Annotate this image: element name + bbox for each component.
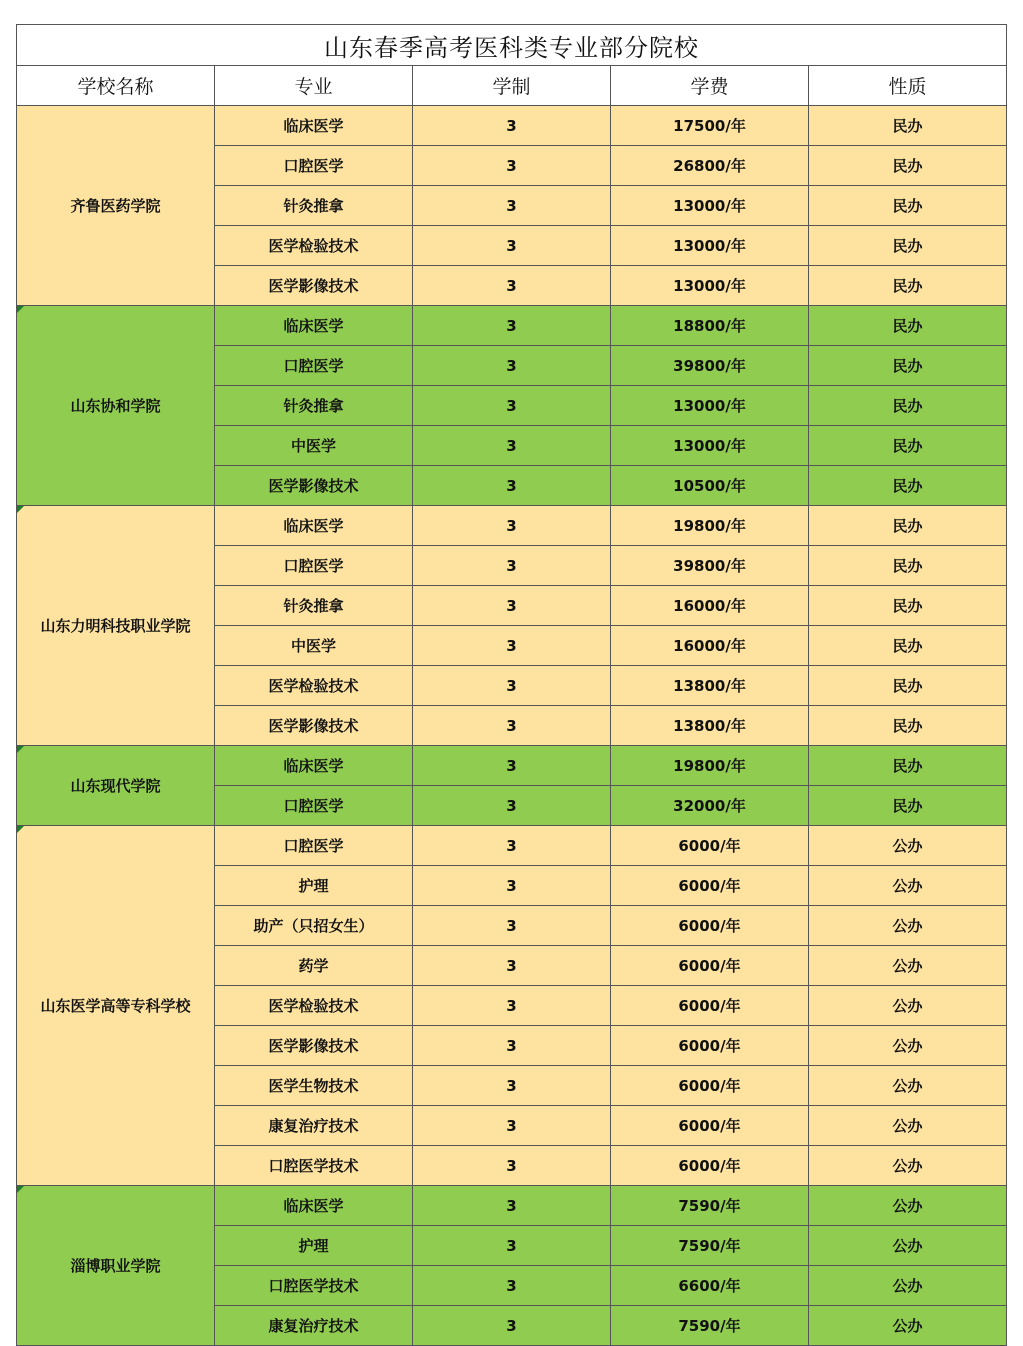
major-cell: 口腔医学技术 [215, 1266, 413, 1306]
major-cell: 医学生物技术 [215, 1066, 413, 1106]
school-name-cell [17, 826, 215, 1186]
major-cell: 口腔医学 [215, 146, 413, 186]
header-school: 学校名称 [17, 66, 215, 106]
tuition-cell: 6000/年 [611, 946, 809, 986]
duration-cell: 3 [413, 666, 611, 706]
duration-cell: 3 [413, 1106, 611, 1146]
major-cell: 护理 [215, 1226, 413, 1266]
duration-cell: 3 [413, 106, 611, 146]
nature-cell: 民办 [809, 586, 1007, 626]
nature-cell: 公办 [809, 946, 1007, 986]
major-cell: 针灸推拿 [215, 186, 413, 226]
nature-cell: 公办 [809, 826, 1007, 866]
duration-cell: 3 [413, 706, 611, 746]
major-cell: 临床医学 [215, 106, 413, 146]
nature-cell: 公办 [809, 906, 1007, 946]
school-name: 山东力明科技职业学院 [40, 617, 191, 635]
tuition-cell: 6600/年 [611, 1266, 809, 1306]
tuition-cell: 19800/年 [611, 506, 809, 546]
nature-cell: 公办 [809, 1186, 1007, 1226]
major-cell: 护理 [215, 866, 413, 906]
major-cell: 口腔医学 [215, 546, 413, 586]
table-row [17, 306, 1007, 346]
tuition-cell: 17500/年 [611, 106, 809, 146]
nature-cell: 公办 [809, 1266, 1007, 1306]
duration-cell: 3 [413, 1026, 611, 1066]
duration-cell: 3 [413, 426, 611, 466]
nature-cell: 民办 [809, 186, 1007, 226]
school-name-cell [17, 746, 215, 826]
table-row [17, 826, 1007, 866]
duration-cell: 3 [413, 746, 611, 786]
nature-cell: 民办 [809, 306, 1007, 346]
duration-cell: 3 [413, 946, 611, 986]
tuition-cell: 13800/年 [611, 706, 809, 746]
duration-cell: 3 [413, 466, 611, 506]
tuition-cell: 19800/年 [611, 746, 809, 786]
nature-cell: 民办 [809, 506, 1007, 546]
nature-cell: 民办 [809, 386, 1007, 426]
tuition-cell: 7590/年 [611, 1306, 809, 1346]
nature-cell: 民办 [809, 786, 1007, 826]
table-row [17, 746, 1007, 786]
tuition-cell: 6000/年 [611, 826, 809, 866]
header-duration: 学制 [413, 66, 611, 106]
school-name: 山东协和学院 [70, 397, 161, 415]
college-table [16, 24, 1007, 1346]
duration-cell: 3 [413, 1066, 611, 1106]
major-cell: 医学影像技术 [215, 706, 413, 746]
major-cell: 中医学 [215, 626, 413, 666]
tuition-cell: 13000/年 [611, 426, 809, 466]
nature-cell: 民办 [809, 546, 1007, 586]
major-cell: 临床医学 [215, 1186, 413, 1226]
tuition-cell: 13000/年 [611, 386, 809, 426]
nature-cell: 民办 [809, 666, 1007, 706]
nature-cell: 民办 [809, 146, 1007, 186]
nature-cell: 公办 [809, 1066, 1007, 1106]
duration-cell: 3 [413, 826, 611, 866]
tuition-cell: 13000/年 [611, 266, 809, 306]
major-cell: 医学影像技术 [215, 466, 413, 506]
nature-cell: 民办 [809, 746, 1007, 786]
nature-cell: 公办 [809, 1146, 1007, 1186]
tuition-cell: 7590/年 [611, 1226, 809, 1266]
major-cell: 临床医学 [215, 506, 413, 546]
tuition-cell: 6000/年 [611, 906, 809, 946]
school-name: 山东医学高等专科学校 [40, 997, 191, 1015]
major-cell: 医学检验技术 [215, 226, 413, 266]
duration-cell: 3 [413, 306, 611, 346]
tuition-cell: 18800/年 [611, 306, 809, 346]
spreadsheet-table [16, 24, 1006, 1346]
duration-cell: 3 [413, 146, 611, 186]
major-cell: 药学 [215, 946, 413, 986]
major-cell: 医学影像技术 [215, 266, 413, 306]
table-row [17, 506, 1007, 546]
school-name-cell [17, 1186, 215, 1346]
major-cell: 口腔医学 [215, 826, 413, 866]
duration-cell: 3 [413, 1186, 611, 1226]
nature-cell: 公办 [809, 986, 1007, 1026]
nature-cell: 公办 [809, 1106, 1007, 1146]
major-cell: 临床医学 [215, 306, 413, 346]
major-cell: 口腔医学 [215, 346, 413, 386]
duration-cell: 3 [413, 586, 611, 626]
tuition-cell: 32000/年 [611, 786, 809, 826]
duration-cell: 3 [413, 906, 611, 946]
nature-cell: 民办 [809, 226, 1007, 266]
table-body [17, 106, 1007, 1346]
major-cell: 助产（只招女生） [215, 906, 413, 946]
duration-cell: 3 [413, 506, 611, 546]
major-cell: 中医学 [215, 426, 413, 466]
tuition-cell: 39800/年 [611, 546, 809, 586]
duration-cell: 3 [413, 786, 611, 826]
duration-cell: 3 [413, 346, 611, 386]
nature-cell: 公办 [809, 1226, 1007, 1266]
nature-cell: 民办 [809, 266, 1007, 306]
duration-cell: 3 [413, 1146, 611, 1186]
tuition-cell: 7590/年 [611, 1186, 809, 1226]
nature-cell: 民办 [809, 426, 1007, 466]
major-cell: 医学检验技术 [215, 666, 413, 706]
tuition-cell: 16000/年 [611, 586, 809, 626]
tuition-cell: 13000/年 [611, 186, 809, 226]
nature-cell: 民办 [809, 626, 1007, 666]
school-name: 山东现代学院 [70, 777, 161, 795]
major-cell: 临床医学 [215, 746, 413, 786]
nature-cell: 公办 [809, 866, 1007, 906]
school-name-cell [17, 306, 215, 506]
nature-cell: 民办 [809, 346, 1007, 386]
duration-cell: 3 [413, 186, 611, 226]
major-cell: 口腔医学 [215, 786, 413, 826]
duration-cell: 3 [413, 386, 611, 426]
major-cell: 口腔医学技术 [215, 1146, 413, 1186]
tuition-cell: 6000/年 [611, 1146, 809, 1186]
school-name-cell [17, 506, 215, 746]
duration-cell: 3 [413, 266, 611, 306]
duration-cell: 3 [413, 1266, 611, 1306]
table-row [17, 1186, 1007, 1226]
table-title: 山东春季高考医科类专业部分院校 [17, 25, 1007, 66]
major-cell: 针灸推拿 [215, 586, 413, 626]
tuition-cell: 10500/年 [611, 466, 809, 506]
duration-cell: 3 [413, 226, 611, 266]
nature-cell: 公办 [809, 1306, 1007, 1346]
school-name: 齐鲁医药学院 [70, 197, 161, 215]
major-cell: 康复治疗技术 [215, 1106, 413, 1146]
table-row [17, 106, 1007, 146]
duration-cell: 3 [413, 986, 611, 1026]
tuition-cell: 6000/年 [611, 866, 809, 906]
tuition-cell: 6000/年 [611, 1106, 809, 1146]
major-cell: 针灸推拿 [215, 386, 413, 426]
tuition-cell: 6000/年 [611, 1026, 809, 1066]
duration-cell: 3 [413, 1226, 611, 1266]
header-nature: 性质 [809, 66, 1007, 106]
header-major: 专业 [215, 66, 413, 106]
duration-cell: 3 [413, 866, 611, 906]
school-name: 淄博职业学院 [70, 1257, 161, 1275]
major-cell: 医学影像技术 [215, 1026, 413, 1066]
tuition-cell: 13800/年 [611, 666, 809, 706]
major-cell: 康复治疗技术 [215, 1306, 413, 1346]
major-cell: 医学检验技术 [215, 986, 413, 1026]
nature-cell: 公办 [809, 1026, 1007, 1066]
nature-cell: 民办 [809, 466, 1007, 506]
tuition-cell: 39800/年 [611, 346, 809, 386]
duration-cell: 3 [413, 1306, 611, 1346]
tuition-cell: 16000/年 [611, 626, 809, 666]
tuition-cell: 26800/年 [611, 146, 809, 186]
tuition-cell: 13000/年 [611, 226, 809, 266]
duration-cell: 3 [413, 546, 611, 586]
header-tuition: 学费 [611, 66, 809, 106]
tuition-cell: 6000/年 [611, 1066, 809, 1106]
school-name-cell [17, 106, 215, 306]
nature-cell: 民办 [809, 106, 1007, 146]
duration-cell: 3 [413, 626, 611, 666]
tuition-cell: 6000/年 [611, 986, 809, 1026]
nature-cell: 民办 [809, 706, 1007, 746]
